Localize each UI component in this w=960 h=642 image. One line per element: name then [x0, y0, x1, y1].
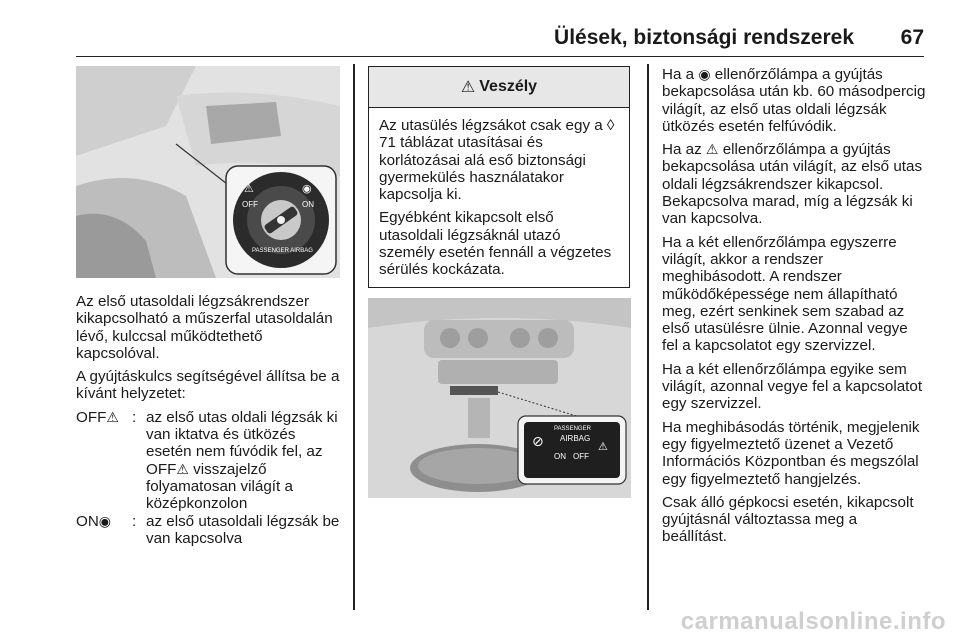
danger-header: [369, 67, 629, 108]
airbag-on-icon: ◉: [98, 512, 111, 529]
photo-label-ring: PASSENGER AIRBAG: [252, 248, 313, 254]
danger-title: Veszély: [479, 78, 538, 95]
danger-body: [369, 108, 629, 279]
photo-label-on: ON: [302, 200, 314, 209]
right-column-text: [662, 66, 926, 552]
airbag-off-icon: ⚠: [705, 141, 719, 158]
column-divider-right: [647, 64, 649, 610]
photo-label-on: ON: [554, 452, 566, 461]
right-paragraph-2: Ha az ⚠ ellenőrzőlámpa a gyújtás bekapcsolása után világít, az első utas oldali légzsákrendszer kikapcsol. Bekapcsolva marad, míg a légzsák ki van kapcsolva.: [662, 141, 923, 228]
left-paragraph-2: A gyújtáskulcs segítségével állítsa be a kívánt helyzetet:: [76, 368, 340, 403]
term-colon: :: [132, 512, 137, 530]
right-paragraph-4: Ha a két ellenőrzőlámpa egyike sem világít, azonnal vegye fel a kapcsolatot egy szervizzel.: [662, 360, 923, 413]
right-paragraph-3: Ha a két ellenőrzőlámpa egyszerre világít, akkor a rendszer meghibásodott. A rendszer működőképessége nem állapítható meg, ezért senkinek sem szabad az első utasülésre ülnie. Azonnal vegye fel a kapcsolatot egy szervizzel.: [662, 233, 908, 355]
photo-label-off: OFF: [573, 452, 589, 461]
right-paragraph-6: Csak álló gépkocsi esetén, kikapcsolt gyújtásnál változtassa meg a beállítást.: [662, 493, 914, 546]
desc-off: az első utas oldali légzsák ki van iktatva és ütközés esetén nem fúvódik fel, az OFF⚠ visszajelző folyamatosan világít a középkonzolon: [146, 408, 338, 513]
airbag-off-icon: ⚠: [176, 460, 189, 477]
term-on: ON◉: [76, 512, 111, 530]
photo-label-airbag: AIRBAG: [560, 434, 591, 443]
airbag-off-icon: ⚠: [106, 408, 119, 425]
desc-on: az első utasoldali légzsák be van kapcsolva: [146, 512, 340, 547]
section-title: Ülések, biztonsági rendszerek: [554, 26, 854, 49]
airbag-on-icon: ◉: [302, 183, 312, 195]
page-number: 67: [900, 26, 924, 49]
airbag-switch-photo: [76, 66, 340, 278]
switch-position-list: [76, 409, 342, 547]
watermark: carmanualsonline.info: [680, 608, 946, 635]
danger-box: [368, 66, 630, 288]
photo-label-off: OFF: [242, 200, 258, 209]
term-colon: :: [132, 408, 137, 426]
danger-paragraph-2: Egyébként kikapcsolt első utasoldali légzsáknál utazó személy esetén fennáll a végzetes sérülés kockázata.: [379, 209, 612, 279]
page-header: [76, 22, 924, 57]
term-off: OFF⚠: [76, 408, 119, 426]
right-paragraph-1: Ha a ◉ ellenőrzőlámpa a gyújtás bekapcsolása után kb. 60 másodpercig világít, az első utas oldali légzsák ütközés esetén felfúvódik.: [662, 66, 926, 135]
overhead-indicator-photo: [368, 298, 631, 498]
warning-triangle-icon: ⚠: [460, 79, 476, 96]
airbag-off-icon: ⚠: [598, 441, 608, 453]
airbag-on-icon: ◉: [698, 66, 711, 82]
left-column-text: [76, 293, 342, 547]
airbag-off-icon: ⊘: [532, 433, 544, 449]
left-paragraph-1: Az első utasoldali légzsákrendszer kikapcsolható a műszerfal utasoldalán lévő, kulccsal működtethető kapcsolóval.: [76, 293, 333, 362]
column-divider-left: [353, 64, 355, 610]
right-paragraph-5: Ha meghibásodás történik, megjelenik egy figyelmeztető üzenet a Vezető Információs Központban és megszólal egy figyelmeztető hangjelzés.: [662, 418, 920, 488]
airbag-off-icon: ⚠: [244, 183, 254, 195]
photo-label-passenger: PASSENGER: [554, 426, 591, 432]
danger-paragraph-1: Az utasülés légzsákot csak egy a ◊ 71 táblázat utasításai és korlátozásai alá eső biztonsági gyermekülés használatakor kapcsolja ki.: [379, 117, 615, 204]
